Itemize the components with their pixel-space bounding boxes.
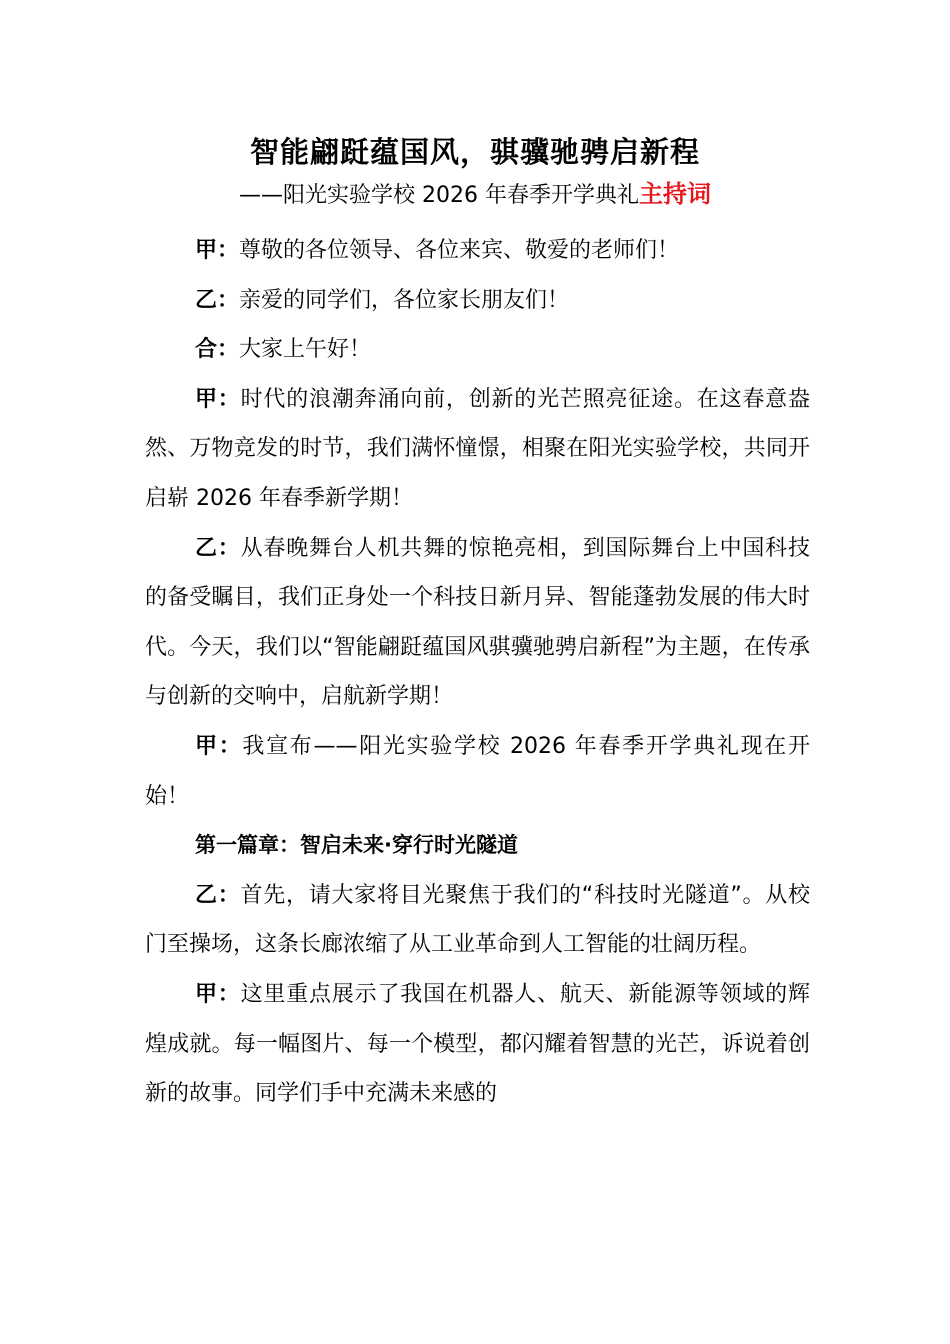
paragraph bbox=[145, 871, 810, 970]
paragraph bbox=[145, 375, 810, 524]
speaker-label: 甲： bbox=[195, 238, 240, 263]
paragraph-text: 首先，请大家将目光聚焦于我们的“科技时光隧道”。从校门至操场，这条长廊浓缩了从工业革命到人工智能的壮阔历程。 bbox=[145, 882, 810, 958]
speaker-label: 甲： bbox=[195, 386, 241, 412]
subtitle-highlight: 主持词 bbox=[638, 180, 711, 208]
speaker-label: 乙： bbox=[195, 535, 241, 561]
subtitle-text: ——阳光实验学校 2026 年春季开学典礼 bbox=[239, 183, 639, 208]
paragraph-text: 亲爱的同学们，各位家长朋友们！ bbox=[239, 287, 570, 313]
paragraph bbox=[145, 722, 810, 821]
paragraph-text: 从春晚舞台人机共舞的惊艳亮相，到国际舞台上中国科技的备受瞩目，我们正身处一个科技日新月异、智能蓬勃发展的伟大时代。今天，我们以“智能翩跹蕴国风骐骥驰骋启新程”为主题，在传承与创新的交响中，启航新学期！ bbox=[145, 535, 810, 710]
paragraph bbox=[145, 970, 810, 1119]
paragraph-text: 大家上午好！ bbox=[239, 337, 372, 363]
document-title: 智能翩跹蕴国风，骐骥驰骋启新程 bbox=[249, 135, 700, 169]
chapter-heading: 第一篇章：智启未来·穿行时光隧道 bbox=[195, 833, 518, 858]
paragraph bbox=[145, 524, 810, 722]
paragraph-text: 这里重点展示了我国在机器人、航天、新能源等领域的辉煌成就。每一幅图片、每一个模型，都闪耀着智慧的光芒，诉说着创新的故事。同学们手中充满未来感的 bbox=[145, 981, 810, 1107]
paragraph-text: 尊敬的各位领导、各位来宾、敬爱的老师们！ bbox=[239, 238, 680, 263]
paragraph bbox=[145, 226, 810, 276]
paragraph-text: 时代的浪潮奔涌向前，创新的光芒照亮征途。在这春意盎然、万物竞发的时节，我们满怀憧憬，相聚在阳光实验学校，共同开启崭 2026 年春季新学期！ bbox=[145, 386, 810, 511]
paragraph-text: 我宣布——阳光实验学校 2026 年春季开学典礼现在开始！ bbox=[145, 733, 810, 809]
speaker-label: 乙： bbox=[195, 882, 241, 908]
speaker-label: 合： bbox=[195, 337, 240, 363]
document-subtitle bbox=[0, 176, 950, 214]
paragraph bbox=[145, 276, 810, 326]
paragraph bbox=[145, 325, 810, 375]
document-body bbox=[145, 226, 810, 1119]
speaker-label: 甲： bbox=[195, 981, 241, 1007]
speaker-label: 乙： bbox=[195, 287, 240, 313]
speaker-label: 甲： bbox=[195, 733, 243, 759]
